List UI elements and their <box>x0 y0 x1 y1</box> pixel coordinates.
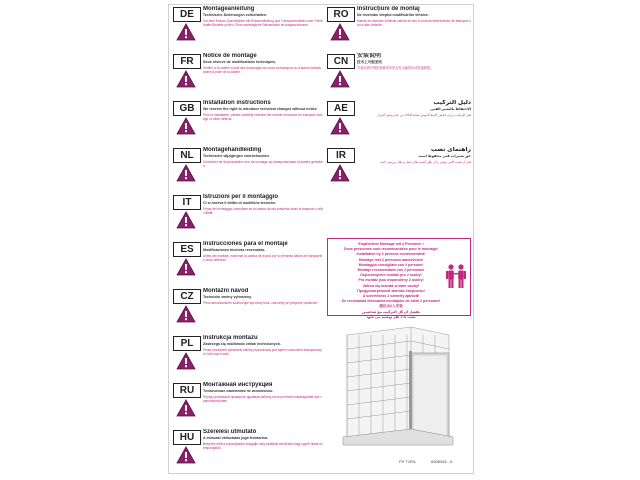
assembly-note-line: Empfohlene Montage mit 2 Personen ! <box>358 242 424 246</box>
assembly-note-line: يفضل أن كل التركيب مع شخصين <box>362 309 420 314</box>
warning-triangle-icon <box>176 258 196 276</box>
section-text: Controleer de douchecabine voor de montage op transportschade of andere gebreken. <box>203 159 323 168</box>
section-text: Vor dem Einbau Duschkabine mit Einbauanleitung und Transportschäden oder Fehlerhafte Bauteile prüfen. Eine nachträgliche Reklamation ist ausgeschlossen. <box>203 18 323 27</box>
assembly-note-line: Montaje recomendado con 2 personas! <box>357 268 425 273</box>
language-section-ae <box>327 99 471 146</box>
section-subtitle: Zastrzega się możliwość zmian technicznych. <box>203 342 281 346</box>
warning-triangle-icon <box>176 164 196 182</box>
section-subtitle: Технические изменения не исключены. <box>203 389 274 393</box>
section-subtitle: حق تغییرات فنی محفوظ است <box>418 154 471 158</box>
section-title: راهنمای نصب <box>430 147 471 153</box>
language-section-es <box>173 240 323 287</box>
document-number: 6908345 - 6 <box>431 459 453 464</box>
language-code: PL <box>173 336 201 351</box>
section-text: Prima del montaggio controllare se la cabina doccia presenta danni di trasporto o altri difetti. <box>203 206 323 215</box>
instruction-sheet <box>168 4 474 474</box>
language-code: DE <box>173 7 201 22</box>
shower-enclosure-drawing <box>339 325 457 447</box>
section-title: Instrucțiuni de montaj <box>357 6 420 12</box>
assembly-note-line: Zaleca się montaż w dwie osoby! <box>362 283 420 288</box>
section-title: دليل التركيب <box>433 100 471 106</box>
language-code: NL <box>173 148 201 163</box>
assembly-note-line: 建议由2人安装 <box>379 304 403 309</box>
assembly-note-line: Doporučujeme montáž pro 2 osoby! <box>360 273 422 278</box>
warning-triangle-icon <box>330 117 350 135</box>
assembly-note-line: Pro montáž jsou doporučeny 2 osoby! <box>358 278 424 283</box>
section-text: Před namontováním zkontrolujte sprchový kout, zda nebyl při přepravě poškozen. <box>203 300 319 305</box>
language-section-hu <box>173 428 323 475</box>
model-code: PX T1R/L <box>399 459 417 464</box>
section-title: Szerelési útmutató <box>203 429 257 435</box>
section-subtitle: Technické změny vyhrazeny. <box>203 295 252 299</box>
language-code: RO <box>327 7 355 22</box>
warning-triangle-icon <box>176 352 196 370</box>
warning-triangle-icon <box>176 23 196 41</box>
section-subtitle: Modificaciones técnicas reservadas. <box>203 248 266 252</box>
section-text: Înainte de montare verificați cabina de duș în privința deteriorărilor de transport sau a altor defecte. <box>357 18 471 27</box>
warning-triangle-icon <box>176 70 196 88</box>
section-subtitle: 技术上可能更改 <box>357 60 383 64</box>
section-subtitle: Technische Änderungen vorbehalten. <box>203 13 268 17</box>
assembly-note-line: Installation by 2 persons recommended! <box>356 252 426 257</box>
warning-triangle-icon <box>176 446 196 464</box>
language-code: CN <box>327 54 355 69</box>
right-column <box>327 5 471 193</box>
language-section-cz <box>173 287 323 334</box>
assembly-note-line: نصب با 2 نفر توصیه می شود <box>366 314 416 319</box>
section-subtitle: Sous réserve de modifications techniques. <box>203 60 277 64</box>
language-code: IR <box>327 148 355 163</box>
language-section-ir <box>327 146 471 193</box>
section-title: Montážní návod <box>203 288 249 294</box>
language-section-pl <box>173 334 323 381</box>
language-code: FR <box>173 54 201 69</box>
warning-triangle-icon <box>176 305 196 323</box>
section-title: Instrukcja montażu <box>203 335 258 341</box>
warning-triangle-icon <box>330 23 350 41</box>
language-section-nl <box>173 146 323 193</box>
section-text: Vérifier si la cabine a subi des dommages au cours du transport ou d'autres défauts avant la pose de la cabine. <box>203 65 321 74</box>
language-section-fr <box>173 52 323 99</box>
warning-triangle-icon <box>176 399 196 417</box>
warning-triangle-icon <box>176 211 196 229</box>
section-subtitle: A műszaki változtatás joga fenntartva. <box>203 436 268 440</box>
section-title: Монтажная инструкция <box>203 382 273 388</box>
left-column <box>173 5 323 475</box>
language-code: GB <box>173 101 201 116</box>
two-person-assembly-box <box>327 238 471 319</box>
assembly-note-line: Montage met 2 personen aanbevolen! <box>358 257 424 262</box>
section-title: Installation instructions <box>203 100 271 106</box>
section-text: Antes del montaje, examinar la cabina de ducha por si presenta daños de transporte u otros defectos. <box>203 253 323 262</box>
language-section-de <box>173 5 323 52</box>
language-section-it <box>173 193 323 240</box>
section-title: 安装说明 <box>357 53 382 59</box>
section-subtitle: Technische wijzigingen voorbehouden. <box>203 154 270 158</box>
assembly-note-line: Предусмотренный монтаж 2персоны! <box>357 288 425 293</box>
section-text: Prior to installation, please carefully examine the shower enclosure for transport damage or other defects. <box>203 112 323 121</box>
assembly-note-line: Se recomanda efectuarea montajului de către 2 persoane! <box>341 299 441 304</box>
language-code: IT <box>173 195 201 210</box>
section-subtitle: Ne rezervăm dreptul modificărilor tehnice. <box>357 13 429 17</box>
language-code: AE <box>327 101 355 116</box>
section-text: 安装前请仔细检查淋浴房是否有运输损坏或其他缺陷。 <box>357 65 434 70</box>
section-title: Montagehandleiding <box>203 147 262 153</box>
warning-triangle-icon <box>330 70 350 88</box>
section-text: Beépítés előtt a zuhanykabint vizsgálja meg szállítási sérülések vagy egyéb hibák szempontjából. <box>203 441 323 450</box>
language-code: ES <box>173 242 201 257</box>
section-title: Notice de montage <box>203 53 257 59</box>
section-text: قبل از نصب کابین دوش را از نظر آسیب های حمل و نقل بررسی کنید. <box>379 159 471 164</box>
warning-triangle-icon <box>176 117 196 135</box>
section-title: Montageanleitung <box>203 6 255 12</box>
section-title: Istruzioni per il montaggio <box>203 194 278 200</box>
assembly-note-line: A szereléshez 2 személy ajánlott! <box>362 294 420 299</box>
section-text: Przed montażem sprawdzić kabinę prysznicową pod kątem uszkodzeń transportowych lub innych wad. <box>203 347 322 356</box>
section-text: قبل التركيب يرجى فحص كابينة الدوش بعناية للتأكد من عدم وجود أضرار. <box>376 112 471 117</box>
language-section-ru <box>173 381 323 428</box>
language-section-ro <box>327 5 471 52</box>
assembly-note-line: Montaggio consigliato con 2 persone! <box>358 262 424 267</box>
language-section-cn <box>327 52 471 99</box>
section-subtitle: الاحتفاظ بالتغيير الفني <box>430 107 471 111</box>
section-subtitle: Ci si riserva il diritto di modifiche tecniche. <box>203 201 277 205</box>
language-section-gb <box>173 99 323 146</box>
language-code: HU <box>173 430 201 445</box>
warning-triangle-icon <box>330 164 350 182</box>
section-subtitle: We reserve the right to introduce technical changes without notice <box>203 107 317 111</box>
two-persons-icon <box>446 263 466 291</box>
section-title: Instrucciones para el montaje <box>203 241 288 247</box>
assembly-note-line: Deux personnes sont recommandées pour le montage! <box>343 247 439 252</box>
language-code: RU <box>173 383 201 398</box>
section-text: Перед установкой проверьте душевую кабину на отсутствие повреждений при транспортировке. <box>203 394 322 403</box>
language-code: CZ <box>173 289 201 304</box>
